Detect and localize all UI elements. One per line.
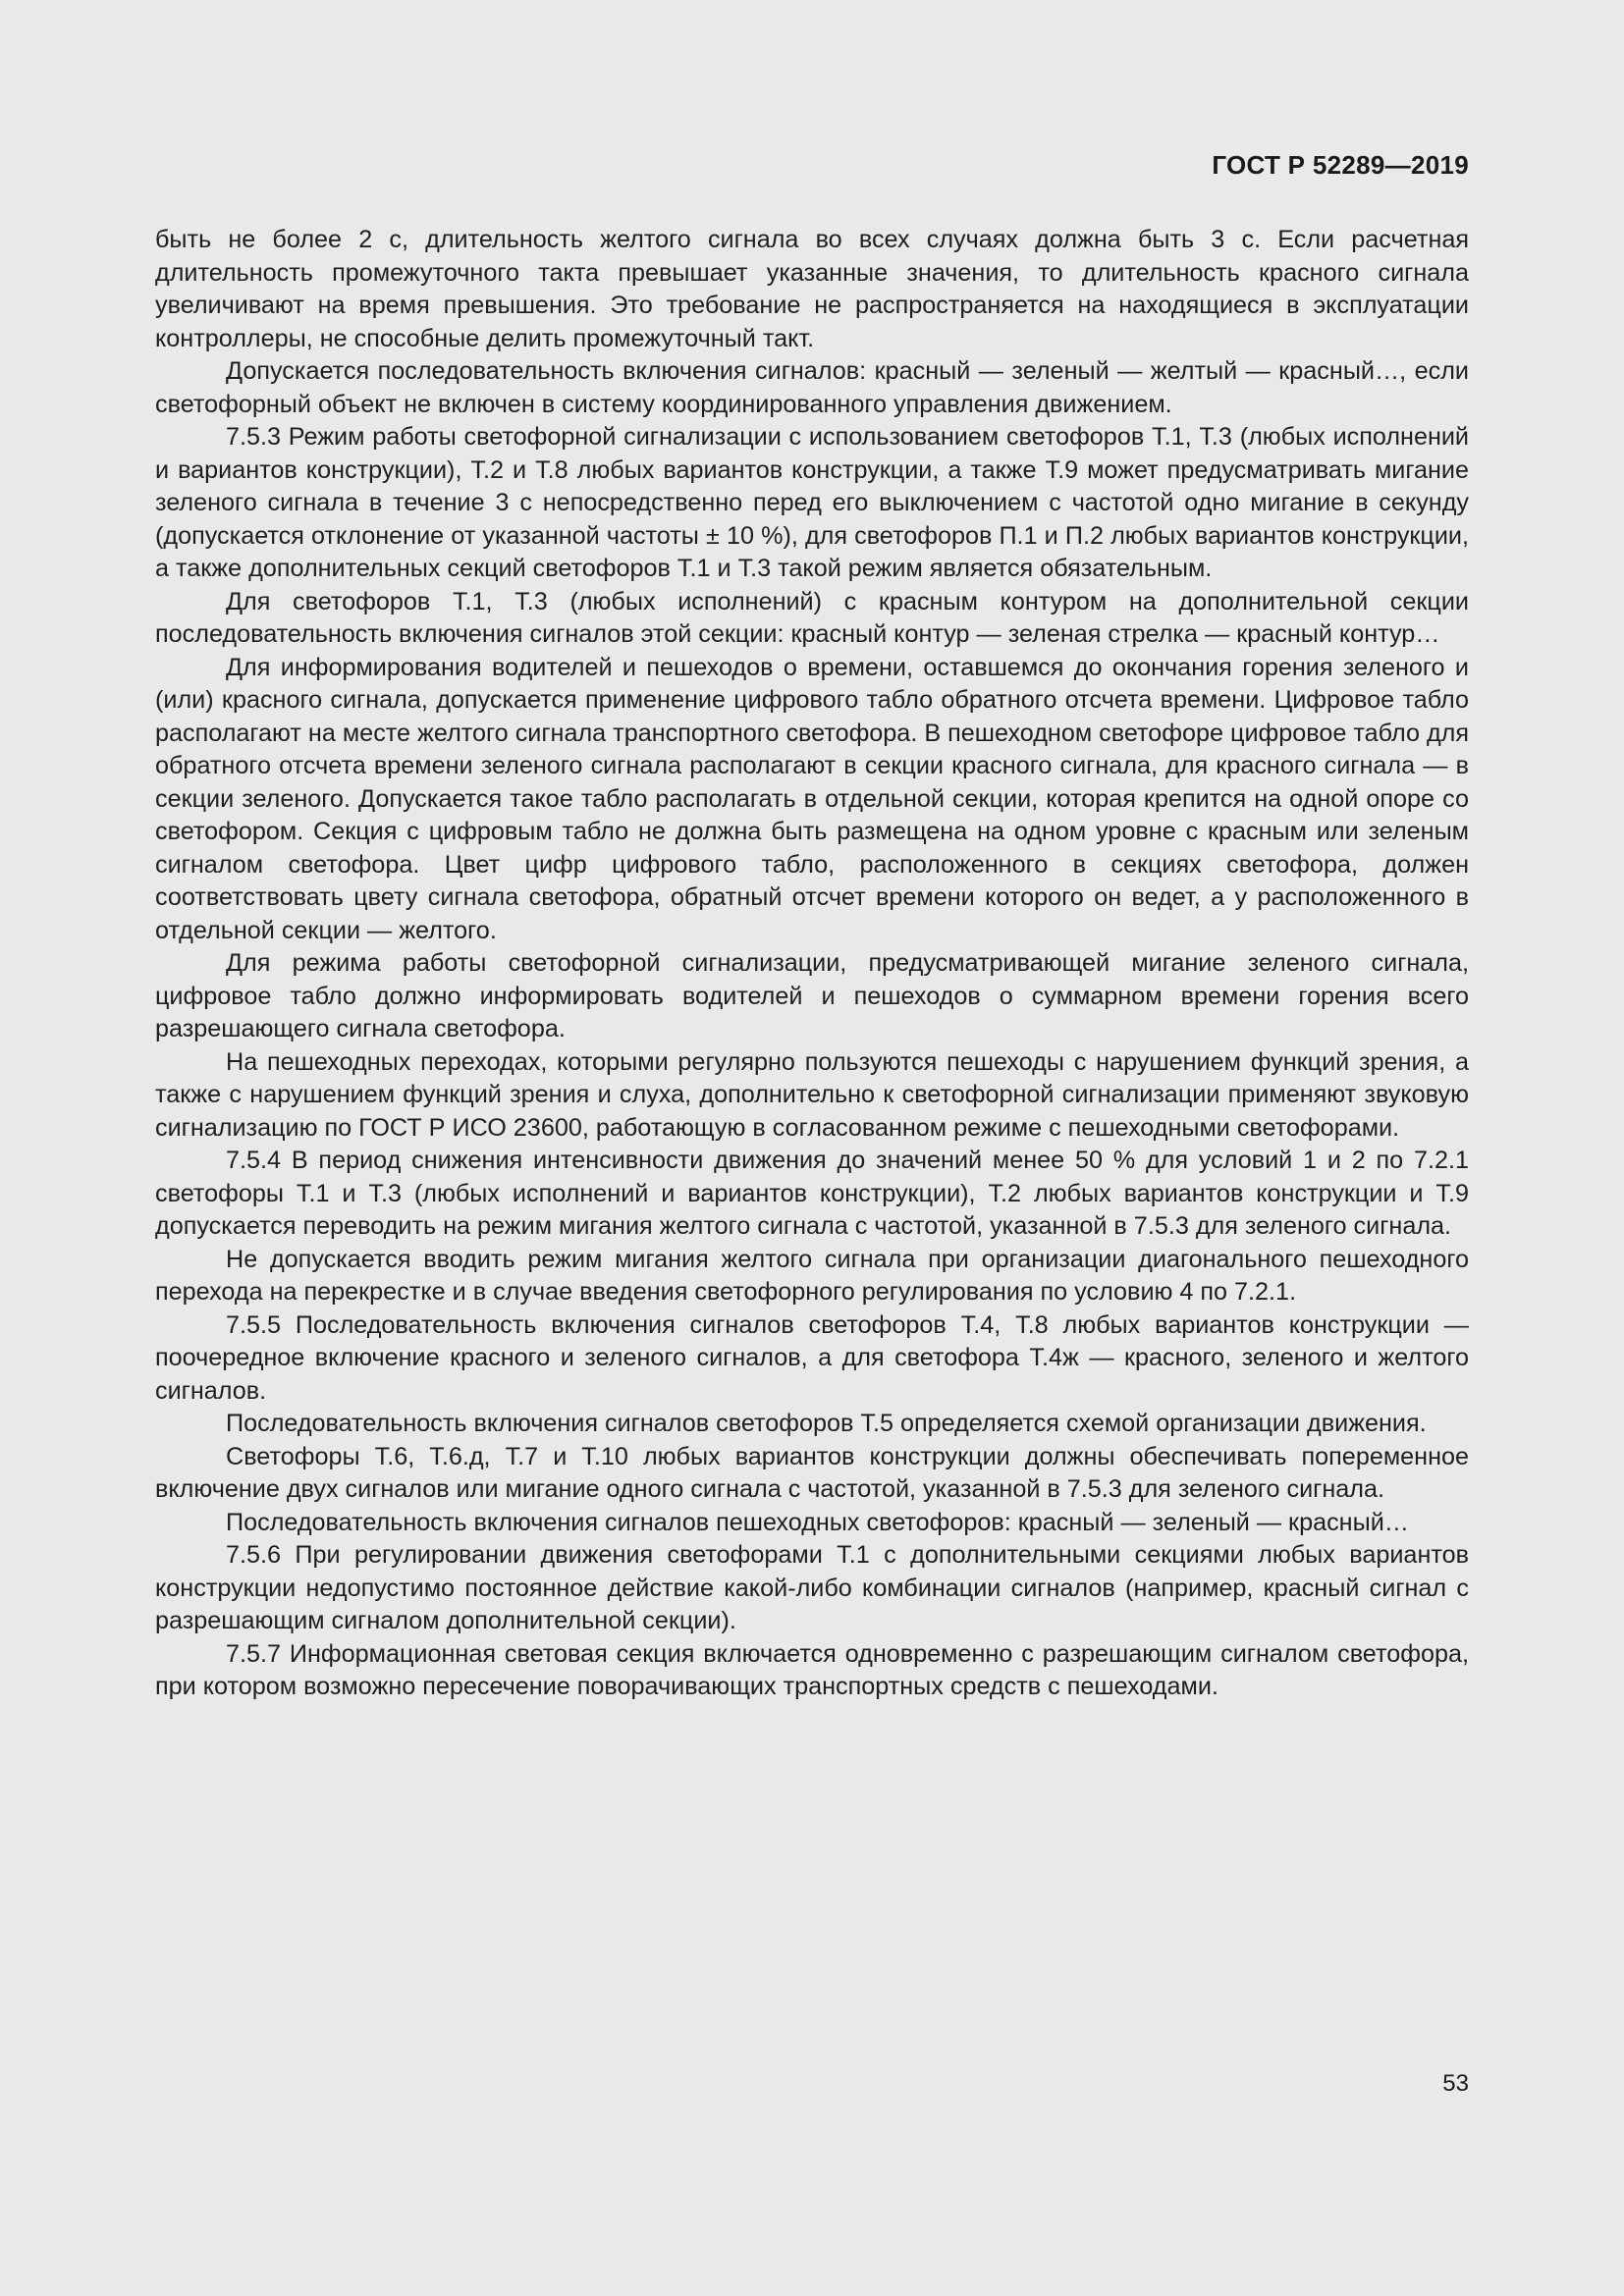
paragraph: 7.5.4 В период снижения интенсивности движения до значений менее 50 % для условий 1 и 2 по 7.2.1 светофоры Т.1 и Т.3 (любых исполнений и вариантов конструкции), Т.2 любых вариантов конструкции и Т.9 допускается переводить на режим мигания желтого сигнала с частотой, указанной в 7.5.3 для зеленого сигнала. bbox=[155, 1147, 1469, 1240]
paragraph: быть не более 2 с, длительность желтого сигнала во всех случаях должна быть 3 с. Если расчетная длительность промежуточного такта превышает указанные значения, то длительность красного сигнала увеличивают на время превышения. Это требование не распространяется на находящиеся в эксплуатации контроллеры, не способные делить промежуточный такт. bbox=[155, 226, 1469, 352]
paragraph: Последовательность включения сигналов светофоров Т.5 определяется схемой организации движения. bbox=[226, 1410, 1427, 1437]
paragraph: 7.5.6 При регулировании движения светофорами Т.1 с дополнительными секциями любых вариантов конструкции недопустимо постоянное действие какой-либо комбинации сигналов (например, красный сигнал с разрешающим сигналом дополнительной секции). bbox=[155, 1541, 1469, 1634]
paragraph: Для светофоров Т.1, Т.3 (любых исполнений) с красным контуром на дополнительной секции последовательность включения сигналов этой секции: красный контур — зеленая стрелка — красный контур… bbox=[155, 587, 1469, 648]
paragraph: Для режима работы светофорной сигнализации, предусматривающей мигание зеленого сигнала, цифровое табло должно информировать водителей и пешеходов о суммарном времени горения всего разрешающего сигнала светофора. bbox=[155, 949, 1469, 1042]
paragraph: Допускается последовательность включения сигналов: красный — зеленый — желтый — красный…, если светофорный объект не включен в систему координированного управления движением. bbox=[155, 357, 1469, 418]
body-text bbox=[155, 224, 1469, 1704]
paragraph: 7.5.3 Режим работы светофорной сигнализации с использованием светофоров Т.1, Т.3 (любых исполнений и вариантов конструкции), Т.2 и Т.8 любых вариантов конструкции, а также Т.9 может предусматривать мигание зеленого сигнала в течение 3 с непосредственно перед его выключением с частотой одно мигание в секунду (допускается отклонение от указанной частоты ± 10 %), для светофоров П.1 и П.2 любых вариантов конструкции, а также дополнительных секций светофоров Т.1 и Т.3 такой режим является обязательным. bbox=[155, 423, 1469, 582]
paragraph: 7.5.5 Последовательность включения сигналов светофоров Т.4, Т.8 любых вариантов конструкции — поочередное включение красного и зеленого сигналов, а для светофора Т.4ж — красного, зеленого и желтого сигналов. bbox=[155, 1310, 1469, 1405]
paragraph: Последовательность включения сигналов пешеходных светофоров: красный — зеленый — красный… bbox=[226, 1508, 1409, 1536]
page-number: 53 bbox=[1442, 2070, 1469, 2097]
paragraph: Не допускается вводить режим мигания желтого сигнала при организации диагонального пешеходного перехода на перекрестке и в случае введения светофорного регулирования по условию 4 по 7.2.1. bbox=[155, 1245, 1469, 1306]
paragraph: Для информирования водителей и пешеходов о времени, оставшемся до окончания горения зеленого и (или) красного сигнала, допускается применение цифрового табло обратного отсчета времени. Цифровое табло располагают на месте желтого сигнала транспортного светофора. В пешеходном светофоре цифровое табло для обратного отсчета времени зеленого сигнала располагают в секции красного сигнала, для красного сигнала — в секции зеленого. Допускается такое табло располагать в отдельной секции, которая крепится на одной опоре со светофором. Секция с цифровым табло не должна быть размещена на одном уровне с красным или зеленым сигналом светофора. Цвет цифр цифрового табло, расположенного в секциях светофора, должен соответствовать цвету сигнала светофора, обратный отсчет времени которого он ведет, а у расположенного в отдельной секции — желтого. bbox=[155, 653, 1469, 944]
standard-header: ГОСТ Р 52289—2019 bbox=[1212, 150, 1469, 180]
paragraph: Светофоры Т.6, Т.6.д, Т.7 и Т.10 любых вариантов конструкции должны обеспечивать попеременное включение двух сигналов или мигание одного сигнала с частотой, указанной в 7.5.3 для зеленого сигнала. bbox=[155, 1442, 1469, 1503]
paragraph: На пешеходных переходах, которыми регулярно пользуются пешеходы с нарушением функций зрения, а также с нарушением функций зрения и слуха, дополнительно к светофорной сигнализации применяют звуковую сигнализацию по ГОСТ Р ИСО 23600, работающую в согласованном режиме с пешеходными светофорами. bbox=[155, 1047, 1469, 1142]
paragraph: 7.5.7 Информационная световая секция включается одновременно с разрешающим сигналом светофора, при котором возможно пересечение поворачивающих транспортных средств с пешеходами. bbox=[155, 1639, 1469, 1700]
